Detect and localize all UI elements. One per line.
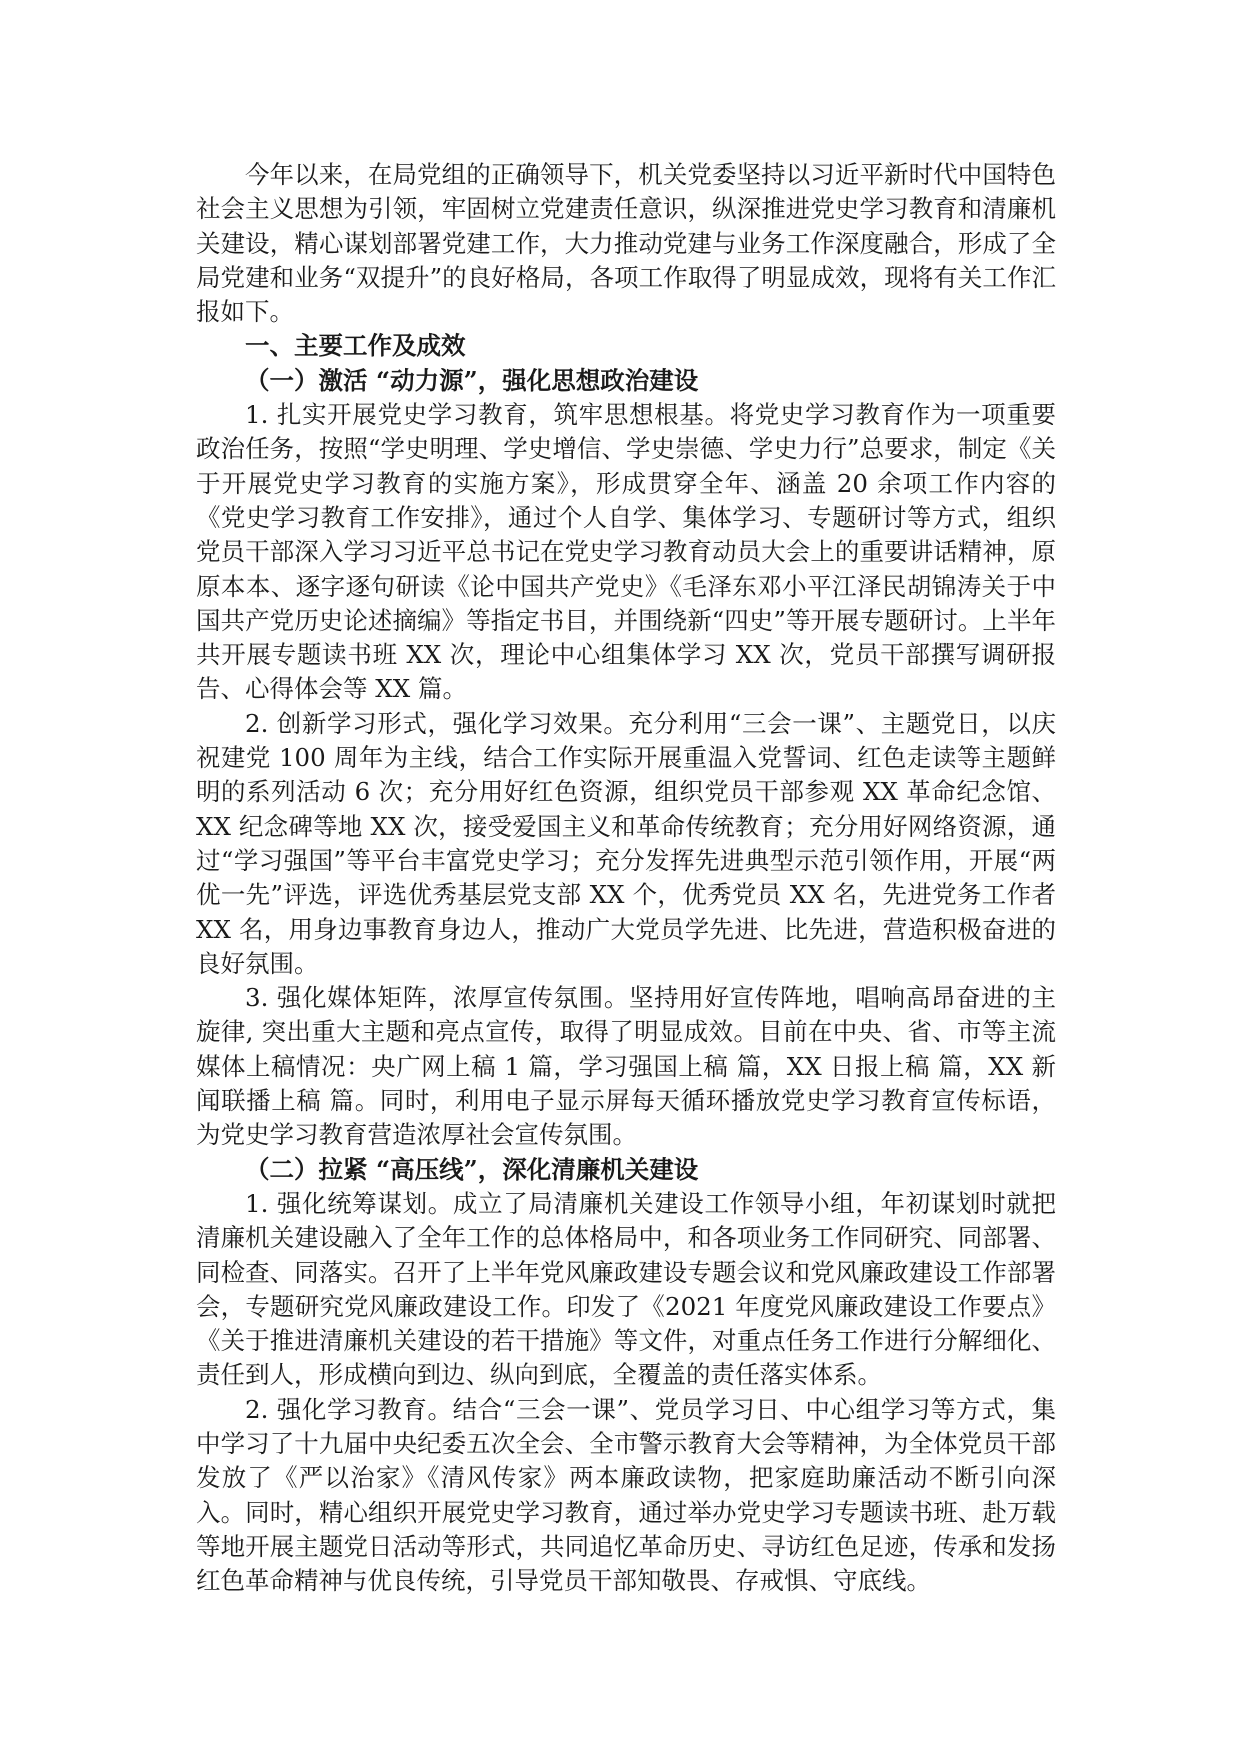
subsection-heading-ideology: （一）激活 “动力源”，强化思想政治建设 — [245, 365, 699, 395]
intro-paragraph: 今年以来，在局党组的正确领导下，机关党委坚持以习近平新时代中国特色社会主义思想为引领，牢固树立党建责任意识，纵深推进党史学习教育和清廉机关建设，精心谋划部署党建工作，大力推动党建与业务工作深度融合，形成了全局党建和业务“双提升”的良好格局，各项工作取得了明显成效，现将有关工作汇报如下。 — [196, 160, 1056, 327]
paragraph-party-history-study: 1. 扎实开展党史学习教育，筑牢思想根基。将党史学习教育作为一项重要政治任务，按照“学史明理、学史增信、学史崇德、学史力行”总要求，制定《关于开展党史学习教育的实施方案》，形成贯穿全年、涵盖 20 余项工作内容的《党史学习教育工作安排》，通过个人自学、集体学习、专题研讨等方式，组织党员干部深入学习习近平总书记在党史学习教育动员大会上的重要讲话精神，原原本本、逐字逐句研读《论中国共产党史》《毛泽东邓小平江泽民胡锦涛关于中国共产党历史论述摘编》等指定书目，并围绕新“四史”等开展专题研讨。上半年共开展专题读书班 XX 次，理论中心组集体学习 XX 次，党员干部撰写调研报告、心得体会等 XX 篇。 — [196, 400, 1056, 704]
section-heading-main-work: 一、主要工作及成效 — [245, 331, 466, 361]
paragraph-overall-planning: 1. 强化统筹谋划。成立了局清廉机关建设工作领导小组，年初谋划时就把清廉机关建设融入了全年工作的总体格局中，和各项业务工作同研究、同部署、同检查、同落实。召开了上半年党风廉政建设专题会议和党风廉政建设工作部署会，专题研究党风廉政建设工作。印发了《2021 年度党风廉政建设工作要点》《关于推进清廉机关建设的若干措施》等文件，对重点任务工作进行分解细化、责任到人，形成横向到边、纵向到底，全覆盖的责任落实体系。 — [196, 1188, 1056, 1390]
paragraph-learning-education: 2. 强化学习教育。结合“三会一课”、党员学习日、中心组学习等方式，集中学习了十九届中央纪委五次全会、全市警示教育大会等精神，为全体党员干部发放了《严以治家》《清风传家》两本廉政读物，把家庭助廉活动不断引向深入。同时，精心组织开展党史学习教育，通过举办党史学习专题读书班、赴万载等地开展主题党日活动等形式，共同追忆革命历史、寻访红色足迹，传承和发扬红色革命精神与优良传统，引导党员干部知敬畏、存戒惧、守底线。 — [196, 1394, 1056, 1596]
subsection-heading-clean-government: （二）拉紧 “高压线”，深化清廉机关建设 — [245, 1154, 699, 1184]
paragraph-learning-forms: 2. 创新学习形式，强化学习效果。充分利用“三会一课”、主题党日，以庆祝建党 100 周年为主线，结合工作实际开展重温入党誓词、红色走读等主题鲜明的系列活动 6 次；充分用好红色资源，组织党员干部参观 XX 革命纪念馆、XX 纪念碑等地 XX 次，接受爱国主义和革命传统教育；充分用好网络资源，通过“学习强国”等平台丰富党史学习；充分发挥先进典型示范引领作用，开展“两优一先”评选，评选优秀基层党支部 XX 个，优秀党员 XX 名，先进党务工作者 XX 名，用身边事教育身边人，推动广大党员学先进、比先进，营造积极奋进的良好氛围。 — [196, 708, 1056, 978]
paragraph-media-publicity: 3. 强化媒体矩阵，浓厚宣传氛围。坚持用好宣传阵地，唱响高昂奋进的主旋律, 突出重大主题和亮点宣传，取得了明显成效。目前在中央、省、市等主流媒体上稿情况：央广网上稿 1 篇，学习强国上稿 篇，XX 日报上稿 篇，XX 新闻联播上稿 篇。同时，利用电子显示屏每天循环播放党史学习教育宣传标语，为党史学习教育营造浓厚社会宣传氛围。 — [196, 983, 1056, 1150]
document-page — [196, 158, 1056, 1598]
